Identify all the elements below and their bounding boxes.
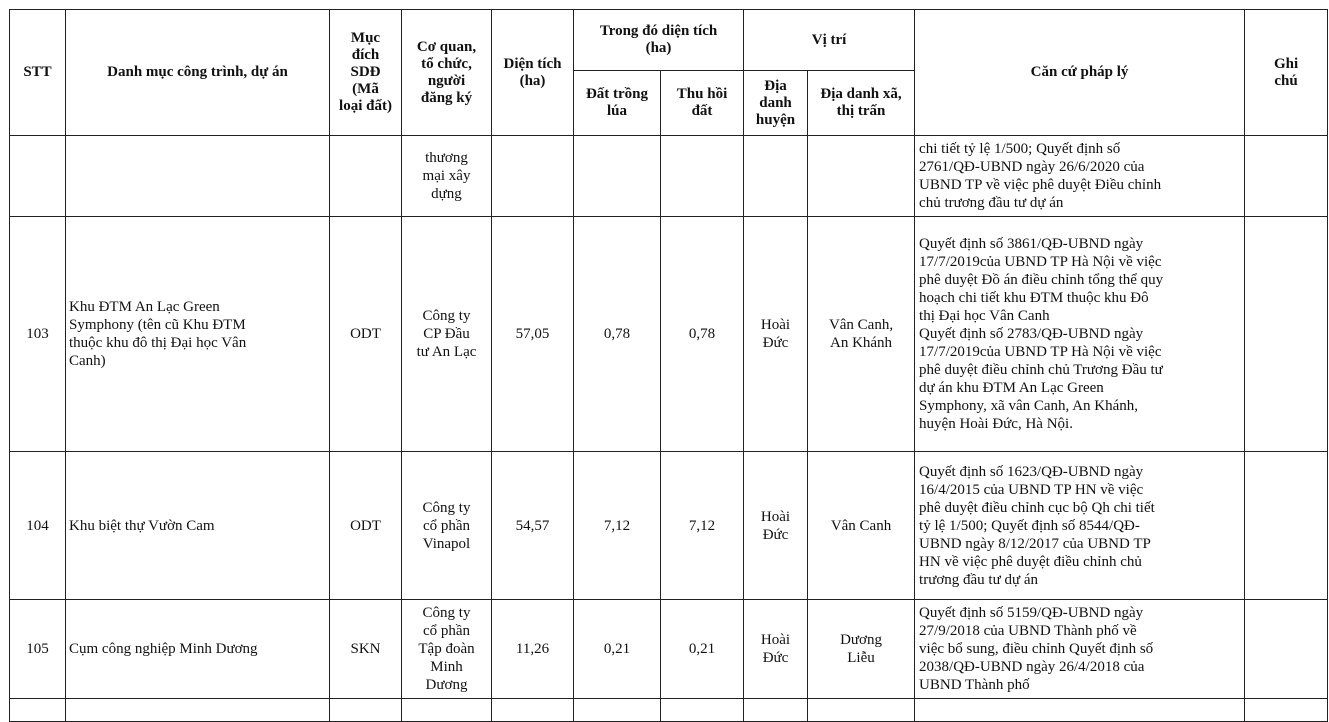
cell-area: 57,05: [492, 217, 574, 452]
cell-rice-land: [574, 136, 661, 217]
cell-agency: Công ty cổ phần Tập đoàn Minh Dương: [402, 600, 492, 699]
cell-commune: Vân Canh: [808, 452, 915, 600]
cell-stt: 103: [10, 217, 66, 452]
cell-legal: Quyết định số 5159/QĐ-UBND ngày 27/9/2018 của UBND Thành phố về việc bổ sung, điều chỉnh Quyết định số 2038/QĐ-UBND ngày 26/4/2018 của UBND Thành phố: [915, 600, 1245, 699]
cell-agency: Công ty CP Đầu tư An Lạc: [402, 217, 492, 452]
cell-empty: [915, 699, 1245, 722]
cell-empty: [10, 699, 66, 722]
header-district: Địa danh huyện: [744, 71, 808, 136]
cell-district: Hoài Đức: [744, 600, 808, 699]
header-purpose: Mục đích SDĐ (Mã loại đất): [330, 10, 402, 136]
cell-rice-land: 0,21: [574, 600, 661, 699]
header-sub-area: Trong đó diện tích (ha): [574, 10, 744, 71]
cell-empty: [661, 699, 744, 722]
table-row: [10, 217, 1328, 452]
cell-recovered: 7,12: [661, 452, 744, 600]
table-row: [10, 136, 1328, 217]
cell-note: [1245, 452, 1328, 600]
header-commune: Địa danh xã, thị trấn: [808, 71, 915, 136]
cell-recovered: [661, 136, 744, 217]
cell-rice-land: 7,12: [574, 452, 661, 600]
cell-purpose: ODT: [330, 452, 402, 600]
cell-area: 11,26: [492, 600, 574, 699]
cell-area: 54,57: [492, 452, 574, 600]
table-row: [10, 600, 1328, 699]
cell-project: Khu ĐTM An Lạc Green Symphony (tên cũ Khu ĐTM thuộc khu đô thị Đại học Vân Canh): [66, 217, 330, 452]
cell-project: Cụm công nghiệp Minh Dương: [66, 600, 330, 699]
cell-legal: chi tiết tỷ lệ 1/500; Quyết định số 2761/QĐ-UBND ngày 26/6/2020 của UBND TP về việc phê duyệt Điều chỉnh chủ trương đầu tư dự án: [915, 136, 1245, 217]
cell-stt: [10, 136, 66, 217]
cell-empty: [574, 699, 661, 722]
cell-purpose: ODT: [330, 217, 402, 452]
header-project: Danh mục công trình, dự án: [66, 10, 330, 136]
cell-area: [492, 136, 574, 217]
table-row-partial: [10, 699, 1328, 722]
cell-note: [1245, 600, 1328, 699]
cell-empty: [1245, 699, 1328, 722]
cell-project: Khu biệt thự Vườn Cam: [66, 452, 330, 600]
cell-purpose: SKN: [330, 600, 402, 699]
cell-commune: Vân Canh, An Khánh: [808, 217, 915, 452]
cell-recovered: 0,78: [661, 217, 744, 452]
cell-note: [1245, 217, 1328, 452]
cell-empty: [330, 699, 402, 722]
header-note: Ghi chú: [1245, 10, 1328, 136]
cell-recovered: 0,21: [661, 600, 744, 699]
cell-district: [744, 136, 808, 217]
cell-legal: Quyết định số 1623/QĐ-UBND ngày 16/4/2015 của UBND TP HN về việc phê duyệt điều chỉnh cục bộ Qh chi tiết tỷ lệ 1/500; Quyết định số 8544/QĐ- UBND ngày 8/12/2017 của UBND TP HN về việc phê duyệt điều chỉnh chủ trương đầu tư dự án: [915, 452, 1245, 600]
header-location: Vị trí: [744, 10, 915, 71]
header-legal: Căn cứ pháp lý: [915, 10, 1245, 136]
cell-project: [66, 136, 330, 217]
header-rice-land: Đất trồng lúa: [574, 71, 661, 136]
cell-stt: 104: [10, 452, 66, 600]
header-stt: STT: [10, 10, 66, 136]
cell-note: [1245, 136, 1328, 217]
land-use-table: [9, 9, 1328, 722]
cell-commune: Dương Liễu: [808, 600, 915, 699]
cell-agency: Công ty cổ phần Vinapol: [402, 452, 492, 600]
cell-empty: [808, 699, 915, 722]
cell-district: Hoài Đức: [744, 217, 808, 452]
header-area: Diện tích (ha): [492, 10, 574, 136]
cell-agency: thương mại xây dựng: [402, 136, 492, 217]
cell-purpose: [330, 136, 402, 217]
table-row: [10, 452, 1328, 600]
cell-empty: [66, 699, 330, 722]
header-recovered: Thu hồi đất: [661, 71, 744, 136]
cell-empty: [492, 699, 574, 722]
table-header: [10, 10, 1328, 136]
cell-empty: [402, 699, 492, 722]
cell-empty: [744, 699, 808, 722]
cell-district: Hoài Đức: [744, 452, 808, 600]
cell-rice-land: 0,78: [574, 217, 661, 452]
cell-commune: [808, 136, 915, 217]
cell-stt: 105: [10, 600, 66, 699]
header-agency: Cơ quan, tổ chức, người đăng ký: [402, 10, 492, 136]
cell-legal: Quyết định số 3861/QĐ-UBND ngày 17/7/2019của UBND TP Hà Nội về việc phê duyệt Đồ án điều chỉnh tổng thể quy hoạch chi tiết khu ĐTM thuộc khu Đô thị Đại học Vân Canh Quyết định số 2783/QĐ-UBND ngày 17/7/2019của UBND TP Hà Nội về việc phê duyệt điều chỉnh chủ Trương Đầu tư dự án khu ĐTM An Lạc Green Symphony, xã vân Canh, An Khánh, huyện Hoài Đức, Hà Nội.: [915, 217, 1245, 452]
